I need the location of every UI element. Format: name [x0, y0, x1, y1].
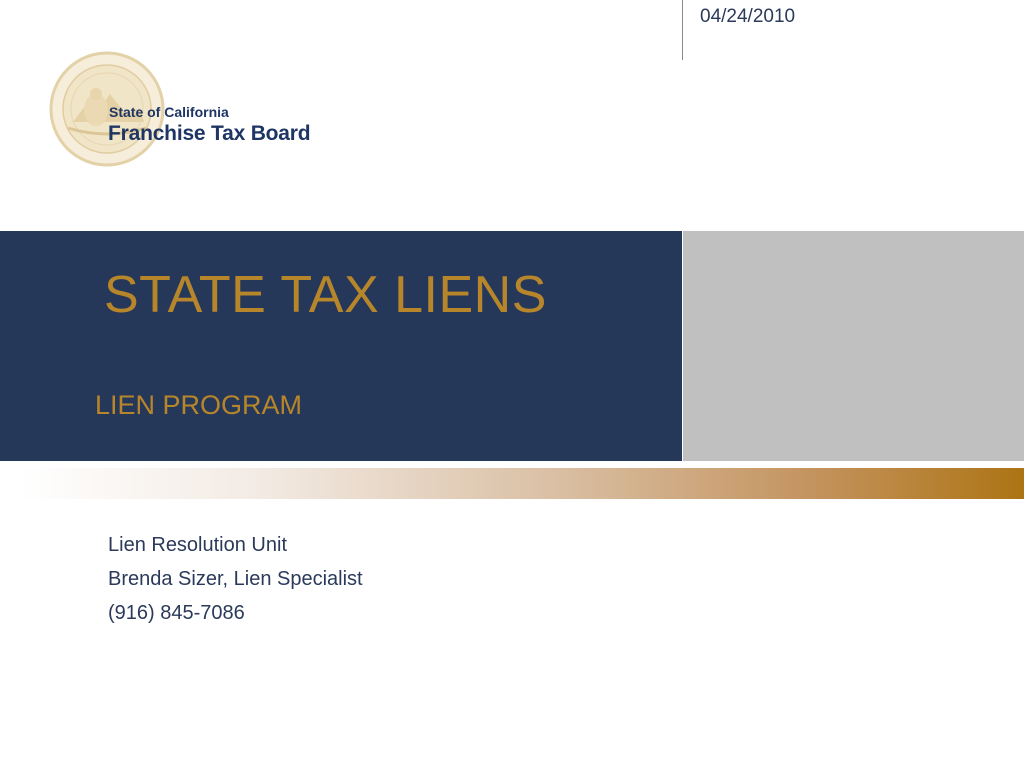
logo-line-state: State of California	[109, 104, 229, 120]
contact-block	[108, 528, 363, 630]
slide-title: STATE TAX LIENS	[104, 266, 547, 324]
gray-panel	[683, 231, 1024, 461]
logo-line-agency: Franchise Tax Board	[108, 122, 311, 145]
gradient-accent-bar	[0, 468, 1024, 499]
ftb-logo	[48, 50, 318, 168]
slide-subtitle: LIEN PROGRAM	[95, 390, 303, 420]
contact-phone: (916) 845-7086	[108, 602, 245, 624]
contact-person: Brenda Sizer, Lien Specialist	[108, 568, 363, 590]
date-divider	[682, 0, 683, 60]
slide-date: 04/24/2010	[700, 6, 796, 27]
contact-unit: Lien Resolution Unit	[108, 534, 287, 556]
